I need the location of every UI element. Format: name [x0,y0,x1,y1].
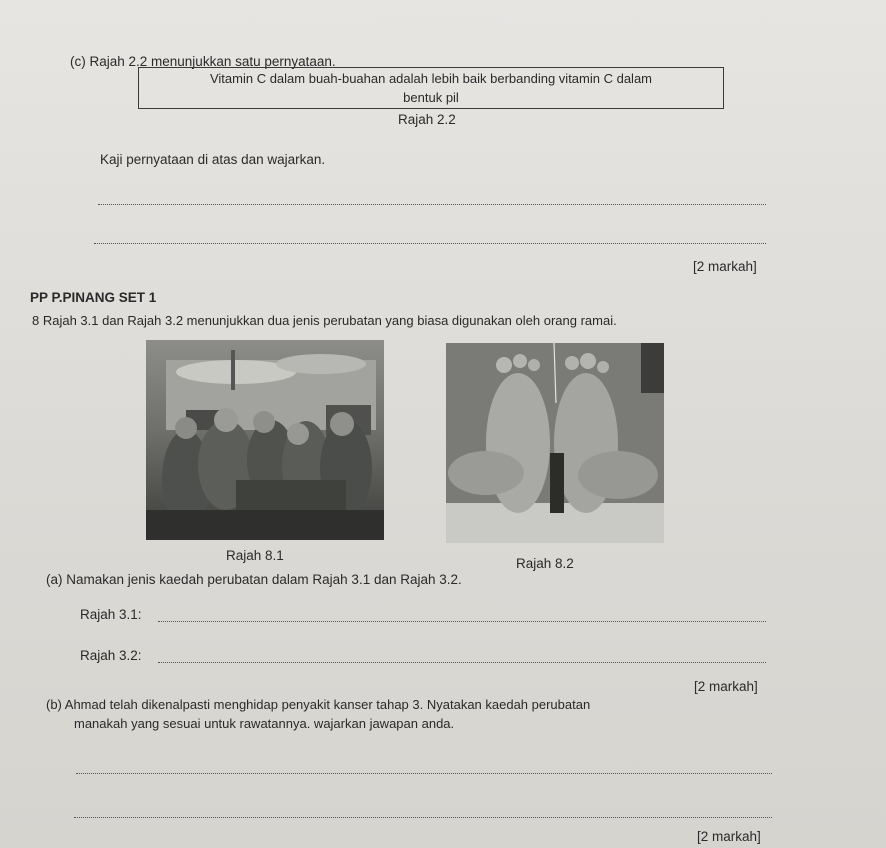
answer-label-rajah-3-1: Rajah 3.1: [80,607,142,622]
answer-line [158,662,766,663]
surgery-photo [146,340,384,540]
figure-caption-2-2: Rajah 2.2 [398,112,456,127]
part-c-intro: (c) Rajah 2.2 menunjukkan satu pernyataan. [70,54,336,69]
part-b-question-line-1: (b) Ahmad telah dikenalpasti menghidap penyakit kanser tahap 3. Nyatakan kaedah perubatan [46,697,591,712]
answer-line [94,243,766,244]
statement-line-1: Vitamin C dalam buah-buahan adalah lebih baik berbanding vitamin C dalam [209,71,653,86]
reflexology-photo [446,343,664,543]
answer-line [76,773,772,774]
answer-label-rajah-3-2: Rajah 3.2: [80,648,142,663]
section-heading: PP P.PINANG SET 1 [30,290,157,305]
answer-line [98,204,766,205]
statement-line-2: bentuk pil [403,90,459,105]
marks-label: [2 markah] [694,679,758,694]
answer-line [74,817,772,818]
part-b-question-line-2: manakah yang sesuai untuk rawatannya. wajarkan jawapan anda. [74,716,455,731]
question-8-stem: 8 Rajah 3.1 dan Rajah 3.2 menunjukkan dua jenis perubatan yang biasa digunakan oleh orang ramai. [32,313,617,328]
marks-label: [2 markah] [693,259,757,274]
marks-label: [2 markah] [697,829,761,844]
answer-line [158,621,766,622]
statement-box [138,67,724,109]
part-a-question: (a) Namakan jenis kaedah perubatan dalam Rajah 3.1 dan Rajah 3.2. [46,572,462,587]
part-c-question: Kaji pernyataan di atas dan wajarkan. [100,152,326,167]
figure-caption-8-1: Rajah 8.1 [226,548,284,563]
figure-caption-8-2: Rajah 8.2 [516,556,574,571]
